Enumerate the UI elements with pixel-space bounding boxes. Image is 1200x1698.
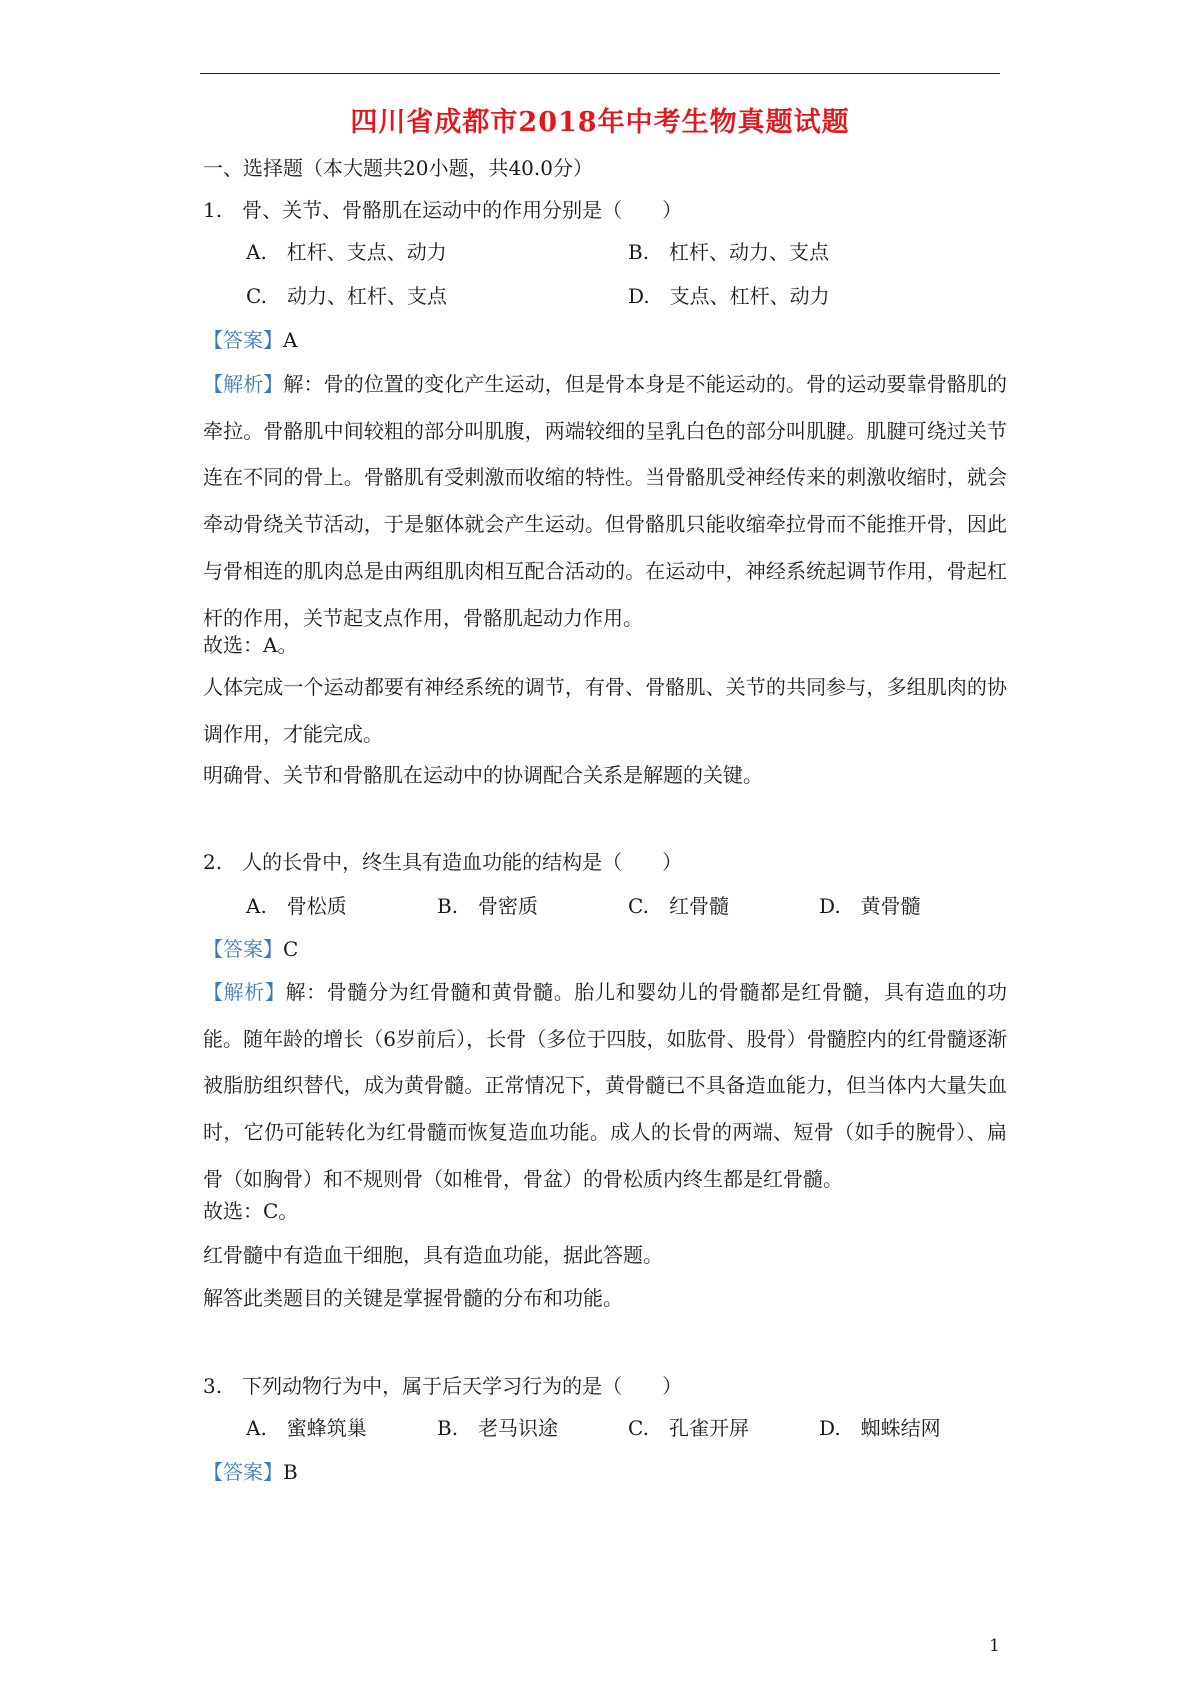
- question-2-option-c: C. 红骨髓: [628, 894, 729, 918]
- question-1-note-1: 人体完成一个运动都要有神经系统的调节，有骨、骨骼肌、关节的共同参与，多组肌肉的协调作用，才能完成。: [203, 675, 1007, 746]
- question-1-option-a: A. 杠杆、支点、动力: [246, 240, 447, 264]
- question-2-note-2: 解答此类题目的关键是掌握骨髓的分布和功能。: [203, 1286, 623, 1310]
- question-2-answer: [203, 935, 298, 963]
- analysis-tag: 【解析】: [203, 980, 286, 1004]
- section-heading: 一、选择题（本大题共20小题，共40.0分）: [203, 156, 593, 180]
- answer-tag: 【答案】: [203, 937, 283, 961]
- answer-tag: 【答案】: [203, 328, 283, 352]
- question-2-option-a: A. 骨松质: [246, 894, 347, 918]
- question-3-stem: 3. 下列动物行为中，属于后天学习行为的是（ ）: [203, 1374, 683, 1398]
- header-rule: [200, 73, 1000, 74]
- question-1-choice: 故选：A。: [203, 633, 298, 657]
- question-3-option-c: C. 孔雀开屏: [628, 1416, 749, 1440]
- question-3-option-d: D. 蜘蛛结网: [819, 1416, 941, 1440]
- analysis-text: 解：骨髓分为红骨髓和黄骨髓。胎儿和婴幼儿的骨髓都是红骨髓，具有造血的功能。随年龄的增长（6岁前后），长骨（多位于四肢，如肱骨、股骨）骨髓腔内的红骨髓逐渐被脂肪组织替代，成为黄骨髓。正常情况下，黄骨髓已不具备造血能力，但当体内大量失血时，它仍可能转化为红骨髓而恢复造血功能。成人的长骨的两端、短骨（如手的腕骨）、扁骨（如胸骨）和不规则骨（如椎骨，骨盆）的骨松质内终生都是红骨髓。: [203, 980, 1008, 1191]
- question-2-note-1: 红骨髓中有造血干细胞，具有造血功能，据此答题。: [203, 1243, 663, 1267]
- answer-tag: 【答案】: [203, 1460, 283, 1484]
- question-2-option-b: B. 骨密质: [437, 894, 539, 918]
- question-1-option-b: B. 杠杆、动力、支点: [628, 240, 830, 264]
- answer-value: A: [283, 328, 298, 352]
- page-title: 四川省成都市2018年中考生物真题试题: [350, 107, 850, 138]
- question-2-choice: 故选：C。: [203, 1199, 299, 1223]
- question-1-option-d: D. 支点、杠杆、动力: [628, 284, 830, 308]
- analysis-tag: 【解析】: [203, 372, 284, 396]
- analysis-text: 解：骨的位置的变化产生运动，但是骨本身是不能运动的。骨的运动要靠骨骼肌的牵拉。骨骼肌中间较粗的部分叫肌腹，两端较细的呈乳白色的部分叫肌腱。肌腱可绕过关节连在不同的骨上。骨骼肌有受刺激而收缩的特性。当骨骼肌受神经传来的刺激收缩时，就会牵动骨绕关节活动，于是躯体就会产生运动。但骨骼肌只能收缩牵拉骨而不能推开骨，因此与骨相连的肌肉总是由两组肌肉相互配合活动的。在运动中，神经系统起调节作用，骨起杠杆的作用，关节起支点作用，骨骼肌起动力作用。: [203, 372, 1008, 630]
- question-2-analysis: [203, 969, 1007, 1203]
- question-3-option-b: B. 老马识途: [437, 1416, 559, 1440]
- page-number: 1: [989, 1636, 1000, 1656]
- question-1-option-c: C. 动力、杠杆、支点: [246, 284, 447, 308]
- question-1-stem: 1. 骨、关节、骨骼肌在运动中的作用分别是（ ）: [203, 198, 683, 222]
- question-2-stem: 2. 人的长骨中，终生具有造血功能的结构是（ ）: [203, 850, 683, 874]
- question-3-answer: [203, 1458, 298, 1486]
- question-1-answer: [203, 326, 297, 354]
- question-3-option-a: A. 蜜蜂筑巢: [246, 1416, 367, 1440]
- answer-value: B: [283, 1460, 298, 1484]
- question-2-option-d: D. 黄骨髓: [819, 894, 921, 918]
- question-1-analysis: [203, 361, 1007, 641]
- answer-value: C: [283, 937, 299, 961]
- question-1-note-2: 明确骨、关节和骨骼肌在运动中的协调配合关系是解题的关键。: [203, 763, 763, 787]
